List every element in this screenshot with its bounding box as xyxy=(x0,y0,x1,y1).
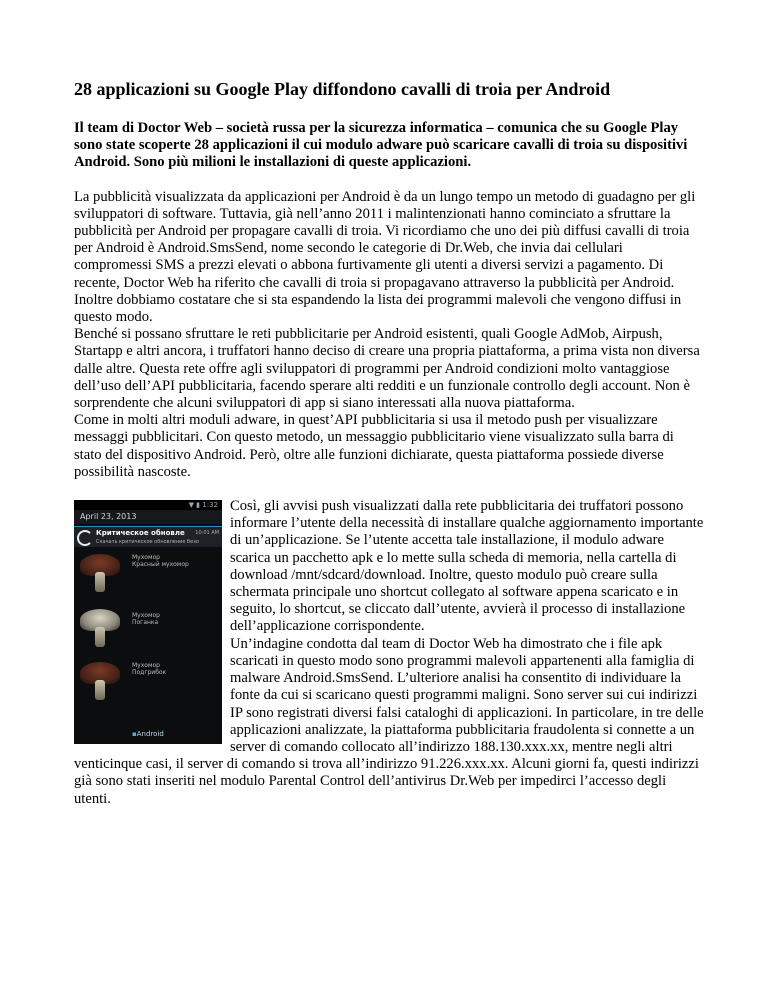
paragraph-2: Benché si possano sfruttare le reti pubblicitarie per Android esistenti, quali Google AdMob, Airpush, Startapp e altri ancora, i truffatori hanno deciso di creare una propria piattaforma, a prima vista non diversa dalle altre. Questa rete offre agli sviluppatori di programmi per Android condizioni molto vantaggiose dell’uso dell’API pubblicitaria, facendo sperare alti redditi e un funzionale controllo degli account. Non è sorprendente che alcuni sviluppatori di app si siano interessati alla nuova piattaforma. xyxy=(74,326,700,412)
android-screenshot xyxy=(74,500,222,744)
phone-notification xyxy=(74,526,222,547)
notification-time: 10:01 AM xyxy=(195,530,219,537)
notification-sub: Скачать критическое обновление безо xyxy=(96,539,199,546)
notification-title: Критическое обновле xyxy=(96,529,185,538)
paragraph-3: Come in molti altri moduli adware, in quest’API pubblicitaria si usa il metodo push per visualizzare messaggi pubblicitari. Con questo metodo, un messaggio pubblicitario viene visualizzato sulla barra di stato del dispositivo Android. Però, oltre alle funzioni dichiarate, questa piattaforma possiede diverse possibilità nascoste. xyxy=(74,412,674,480)
paragraph-4: Così, gli avvisi push visualizzati dalla rete pubblicitaria dei truffatori possono informare l’utente della necessità di installare qualche aggiornamento importante di un’applicazione. Se l’utente accetta tale installazione, il modulo adware scarica un pacchetto apk e lo mette sulla scheda di memoria, nella cartella di download /mnt/sdcard/download. Inoltre, questo modulo può creare sulla schermata principale uno shortcut collegato al software appena scaricato e in seguito, lo shortcut, se cliccato dall’utente, avvierà il processo di installazione dell’applicazione corrispondente. xyxy=(230,498,704,635)
refresh-icon xyxy=(77,530,93,546)
phone-date-bar xyxy=(74,510,222,524)
mushroom-image xyxy=(78,658,122,702)
list-item: Мухомор Подгрибок xyxy=(132,662,167,677)
article-title: 28 applicazioni su Google Play diffondono cavalli di troia per Android xyxy=(74,79,611,99)
paragraph-1: La pubblicità visualizzata da applicazioni per Android è da un lungo tempo un metodo di guadagno per gli sviluppatori di software. Tuttavia, già nell’anno 2011 i malintenzionati hanno cominciato a sfruttare la pubblicità per Android per propagare cavalli di troia. Vi ricordiamo che uno dei più diffusi cavalli di troia per Android è Android.SmsSend, nome secondo le categorie di Dr.Web, che invia dai cellulari compromessi SMS a prezzi elevati o abbona furtivamente gli utenti a diversi servizi a pagamento. Di recente, Doctor Web ha riferito che cavalli di troia si propagavano attraverso la pubblicità per Android. Inoltre dobbiamo costatare che si sta espandendo la lista dei programmi malevoli che vengono diffusi in questo modo. xyxy=(74,188,696,326)
document-page xyxy=(74,78,704,808)
mushroom-image xyxy=(78,605,122,649)
paragraph-5: Un’indagine condotta dal team di Doctor Web ha dimostrato che i file apk scaricati in questo modo sono programmi malevoli appartenenti alla famiglia di malware Android.SmsSend. L’ulteriore analisi ha consentito di individuare la fonte da cui si scaricano questi programmi maligni. Sono server sui cui indirizzi IP sono registrati diversi falsi cataloghi di applicazioni. In particolare, in tre delle applicazioni analizzate, la piattaforma pubblicitaria fraudolenta si connette a un server di comando collocato all’indirizzo 188.130.xxx.xx, mentre negli altri venticinque casi, il server di comando si trova all’indirizzo 91.226.xxx.xx. Alcuni giorni fa, questi indirizzi già sono stati inseriti nel modulo Parental Control dell’antivirus Dr.Web per impedirci l’accesso degli utenti. xyxy=(74,635,704,807)
article-lead: Il team di Doctor Web – società russa per la sicurezza informatica – comunica che su Google Play sono state scoperte 28 applicazioni il cui modulo adware può scaricare cavalli di troia su dispositivi Android. Sono più milioni le installazioni di queste applicazioni. xyxy=(74,120,688,171)
phone-date: April 23, 2013 xyxy=(80,512,137,522)
list-item: Мухомор Поганка xyxy=(132,612,160,627)
status-icons: ▼ ▮ 1:32 xyxy=(188,501,218,510)
android-label: ▪Android xyxy=(132,730,164,739)
list-item: Мухомор Красный мухомор xyxy=(132,554,189,569)
mushroom-image xyxy=(78,550,122,594)
phone-status-bar xyxy=(74,500,222,510)
